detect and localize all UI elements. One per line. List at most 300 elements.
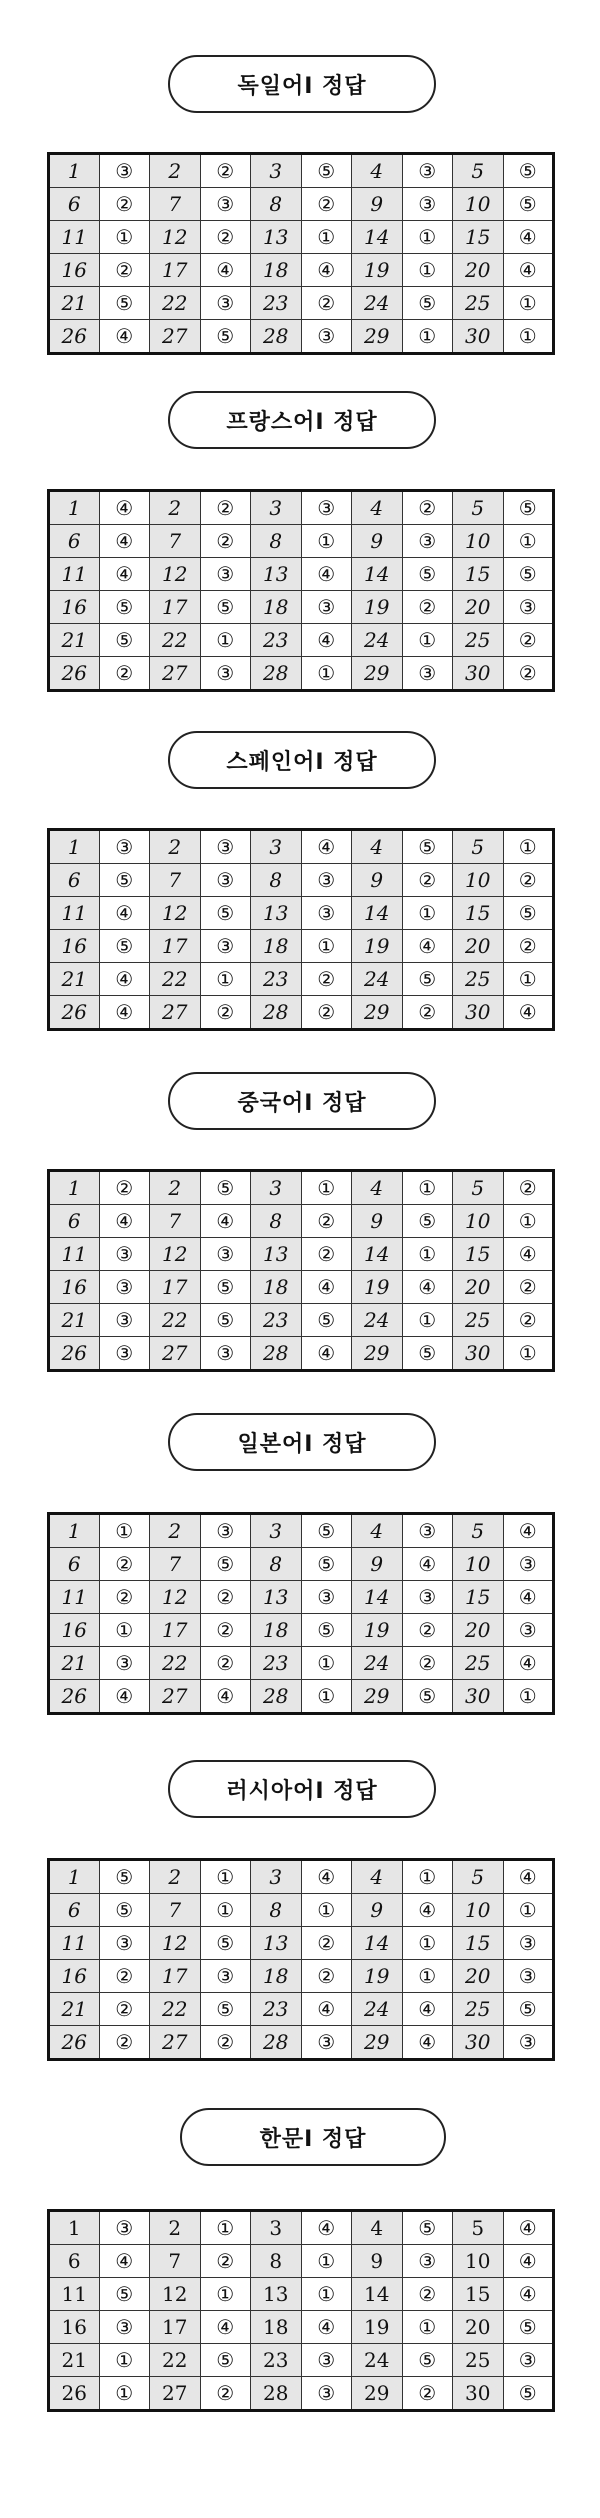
- question-number: 11: [49, 558, 100, 591]
- answer-row: [49, 996, 554, 1030]
- question-number: 27: [150, 2377, 201, 2411]
- question-number: 10: [453, 525, 504, 558]
- question-number: 7: [150, 525, 201, 558]
- answer-choice: ①: [402, 1860, 453, 1894]
- answer-row: [49, 897, 554, 930]
- question-number: 17: [150, 2311, 201, 2344]
- question-number: 20: [453, 254, 504, 287]
- answer-choice: ②: [402, 1614, 453, 1647]
- question-number: 21: [49, 963, 100, 996]
- question-number: 16: [49, 254, 100, 287]
- question-number: 18: [251, 254, 302, 287]
- question-number: 4: [352, 1860, 403, 1894]
- question-number: 10: [453, 864, 504, 897]
- question-number: 20: [453, 591, 504, 624]
- answer-row: [49, 2245, 554, 2278]
- section-title: 일본어Ⅰ 정답: [168, 1413, 436, 1471]
- answer-row: [49, 1894, 554, 1927]
- question-number: 8: [251, 2245, 302, 2278]
- answer-choice: ③: [200, 558, 251, 591]
- answer-choice: ④: [301, 830, 352, 864]
- answer-choice: ③: [99, 2311, 150, 2344]
- question-number: 27: [150, 1337, 201, 1371]
- answer-choice: ④: [402, 1548, 453, 1581]
- answer-choice: ①: [402, 254, 453, 287]
- answer-choice: ①: [99, 1614, 150, 1647]
- question-number: 25: [453, 624, 504, 657]
- answer-table: [47, 828, 555, 1031]
- answer-choice: ③: [200, 657, 251, 691]
- question-number: 22: [150, 1647, 201, 1680]
- answer-row: [49, 963, 554, 996]
- question-number: 9: [352, 1894, 403, 1927]
- question-number: 1: [49, 1860, 100, 1894]
- answer-choice: ①: [301, 1894, 352, 1927]
- answer-row: [49, 1304, 554, 1337]
- question-number: 25: [453, 963, 504, 996]
- question-number: 21: [49, 1304, 100, 1337]
- answer-choice: ②: [99, 1548, 150, 1581]
- answer-choice: ②: [503, 864, 554, 897]
- question-number: 24: [352, 2344, 403, 2377]
- question-number: 28: [251, 657, 302, 691]
- question-number: 11: [49, 221, 100, 254]
- question-number: 27: [150, 996, 201, 1030]
- answer-choice: ④: [301, 1993, 352, 2026]
- question-number: 14: [352, 1927, 403, 1960]
- answer-choice: ②: [503, 1271, 554, 1304]
- answer-choice: ①: [402, 1960, 453, 1993]
- question-number: 6: [49, 864, 100, 897]
- question-number: 11: [49, 1927, 100, 1960]
- answer-choice: ③: [503, 2026, 554, 2060]
- answer-row: [49, 1238, 554, 1271]
- answer-choice: ①: [402, 221, 453, 254]
- question-number: 6: [49, 2245, 100, 2278]
- answer-choice: ⑤: [200, 1927, 251, 1960]
- question-number: 20: [453, 1960, 504, 1993]
- question-number: 26: [49, 657, 100, 691]
- answer-row: [49, 1581, 554, 1614]
- question-number: 19: [352, 591, 403, 624]
- question-number: 16: [49, 1614, 100, 1647]
- answer-choice: ①: [402, 1304, 453, 1337]
- answer-choice: ⑤: [200, 1548, 251, 1581]
- answer-choice: ②: [200, 491, 251, 525]
- answer-row: [49, 1647, 554, 1680]
- answer-choice: ①: [301, 657, 352, 691]
- question-number: 10: [453, 2245, 504, 2278]
- question-number: 18: [251, 930, 302, 963]
- question-number: 12: [150, 558, 201, 591]
- answer-choice: ③: [503, 1548, 554, 1581]
- answer-choice: ②: [301, 287, 352, 320]
- answer-choice: ④: [200, 254, 251, 287]
- question-number: 2: [150, 491, 201, 525]
- question-number: 12: [150, 1927, 201, 1960]
- question-number: 4: [352, 491, 403, 525]
- answer-choice: ①: [200, 2211, 251, 2245]
- question-number: 21: [49, 287, 100, 320]
- answer-choice: ①: [99, 221, 150, 254]
- answer-choice: ③: [402, 1581, 453, 1614]
- answer-choice: ③: [402, 525, 453, 558]
- question-number: 5: [453, 154, 504, 188]
- question-number: 9: [352, 1548, 403, 1581]
- question-number: 4: [352, 1514, 403, 1548]
- question-number: 29: [352, 1337, 403, 1371]
- question-number: 18: [251, 1614, 302, 1647]
- answer-choice: ①: [402, 1927, 453, 1960]
- answer-choice: ④: [402, 1894, 453, 1927]
- answer-choice: ③: [301, 2344, 352, 2377]
- answer-table: [47, 1858, 555, 2061]
- answer-choice: ⑤: [503, 154, 554, 188]
- question-number: 6: [49, 188, 100, 221]
- answer-choice: ③: [301, 864, 352, 897]
- section-title: 중국어Ⅰ 정답: [168, 1072, 436, 1130]
- answer-choice: ④: [503, 996, 554, 1030]
- answer-choice: ①: [301, 1171, 352, 1205]
- answer-table: [47, 2209, 555, 2412]
- question-number: 16: [49, 930, 100, 963]
- answer-choice: ⑤: [503, 897, 554, 930]
- answer-choice: ②: [503, 930, 554, 963]
- answer-choice: ④: [503, 1238, 554, 1271]
- question-number: 27: [150, 2026, 201, 2060]
- answer-choice: ⑤: [402, 963, 453, 996]
- answer-choice: ④: [99, 320, 150, 354]
- answer-choice: ⑤: [99, 2278, 150, 2311]
- answer-choice: ③: [301, 2377, 352, 2411]
- answer-choice: ③: [503, 1960, 554, 1993]
- question-number: 29: [352, 657, 403, 691]
- question-number: 28: [251, 1680, 302, 1714]
- answer-choice: ③: [402, 154, 453, 188]
- question-number: 7: [150, 1548, 201, 1581]
- question-number: 16: [49, 1960, 100, 1993]
- question-number: 5: [453, 2211, 504, 2245]
- answer-choice: ③: [99, 1238, 150, 1271]
- question-number: 14: [352, 1238, 403, 1271]
- answer-choice: ③: [99, 2211, 150, 2245]
- answer-row: [49, 1205, 554, 1238]
- question-number: 5: [453, 830, 504, 864]
- question-number: 8: [251, 525, 302, 558]
- question-number: 24: [352, 963, 403, 996]
- question-number: 18: [251, 1271, 302, 1304]
- answer-choice: ②: [301, 188, 352, 221]
- question-number: 20: [453, 1271, 504, 1304]
- answer-choice: ①: [200, 1860, 251, 1894]
- question-number: 3: [251, 830, 302, 864]
- answer-choice: ⑤: [200, 1993, 251, 2026]
- answer-choice: ④: [301, 1860, 352, 1894]
- answer-choice: ④: [200, 2311, 251, 2344]
- answer-choice: ④: [301, 2311, 352, 2344]
- question-number: 1: [49, 154, 100, 188]
- answer-row: [49, 1680, 554, 1714]
- answer-row: [49, 2278, 554, 2311]
- question-number: 26: [49, 320, 100, 354]
- answer-choice: ③: [200, 188, 251, 221]
- answer-choice: ③: [301, 320, 352, 354]
- question-number: 6: [49, 1205, 100, 1238]
- answer-choice: ①: [402, 624, 453, 657]
- question-number: 3: [251, 154, 302, 188]
- answer-choice: ⑤: [99, 624, 150, 657]
- question-number: 22: [150, 624, 201, 657]
- question-number: 13: [251, 1927, 302, 1960]
- question-number: 24: [352, 287, 403, 320]
- question-number: 17: [150, 254, 201, 287]
- answer-choice: ②: [200, 1647, 251, 1680]
- question-number: 10: [453, 1548, 504, 1581]
- answer-table: [47, 152, 555, 355]
- answer-choice: ④: [301, 2211, 352, 2245]
- section-title: 러시아어Ⅰ 정답: [168, 1760, 436, 1818]
- answer-choice: ①: [503, 525, 554, 558]
- answer-choice: ②: [402, 2377, 453, 2411]
- answer-choice: ⑤: [402, 1205, 453, 1238]
- answer-choice: ⑤: [402, 2211, 453, 2245]
- answer-row: [49, 320, 554, 354]
- question-number: 21: [49, 2344, 100, 2377]
- answer-choice: ①: [200, 2278, 251, 2311]
- answer-choice: ④: [503, 221, 554, 254]
- answer-row: [49, 930, 554, 963]
- answer-choice: ⑤: [503, 2377, 554, 2411]
- question-number: 12: [150, 221, 201, 254]
- question-number: 2: [150, 154, 201, 188]
- question-number: 4: [352, 830, 403, 864]
- answer-choice: ④: [301, 1271, 352, 1304]
- answer-choice: ⑤: [402, 2344, 453, 2377]
- answer-choice: ②: [200, 2026, 251, 2060]
- answer-choice: ②: [99, 1993, 150, 2026]
- question-number: 24: [352, 624, 403, 657]
- answer-choice: ④: [301, 254, 352, 287]
- answer-choice: ⑤: [402, 1680, 453, 1714]
- answer-row: [49, 558, 554, 591]
- question-number: 15: [453, 1927, 504, 1960]
- question-number: 2: [150, 830, 201, 864]
- answer-choice: ③: [200, 930, 251, 963]
- answer-choice: ④: [99, 1205, 150, 1238]
- question-number: 28: [251, 320, 302, 354]
- answer-choice: ③: [99, 1647, 150, 1680]
- answer-choice: ②: [301, 996, 352, 1030]
- answer-choice: ①: [301, 221, 352, 254]
- question-number: 5: [453, 1860, 504, 1894]
- question-number: 28: [251, 2377, 302, 2411]
- answer-choice: ③: [200, 1337, 251, 1371]
- question-number: 11: [49, 1581, 100, 1614]
- question-number: 19: [352, 254, 403, 287]
- question-number: 27: [150, 1680, 201, 1714]
- answer-choice: ②: [402, 591, 453, 624]
- question-number: 20: [453, 930, 504, 963]
- answer-choice: ⑤: [503, 491, 554, 525]
- answer-choice: ③: [503, 591, 554, 624]
- answer-choice: ⑤: [301, 1514, 352, 1548]
- question-number: 15: [453, 1238, 504, 1271]
- answer-choice: ③: [99, 830, 150, 864]
- answer-choice: ①: [402, 1171, 453, 1205]
- answer-choice: ④: [503, 2245, 554, 2278]
- answer-choice: ②: [402, 996, 453, 1030]
- question-number: 19: [352, 1960, 403, 1993]
- answer-choice: ②: [200, 221, 251, 254]
- answer-choice: ②: [200, 2245, 251, 2278]
- answer-choice: ④: [99, 525, 150, 558]
- answer-choice: ②: [503, 1304, 554, 1337]
- question-number: 26: [49, 2026, 100, 2060]
- answer-choice: ④: [503, 2211, 554, 2245]
- answer-choice: ④: [503, 1860, 554, 1894]
- answer-choice: ⑤: [99, 864, 150, 897]
- question-number: 9: [352, 2245, 403, 2278]
- answer-choice: ①: [200, 1894, 251, 1927]
- answer-row: [49, 591, 554, 624]
- question-number: 14: [352, 897, 403, 930]
- answer-choice: ①: [301, 930, 352, 963]
- question-number: 20: [453, 2311, 504, 2344]
- question-number: 6: [49, 1548, 100, 1581]
- answer-choice: ⑤: [301, 1548, 352, 1581]
- answer-choice: ⑤: [99, 591, 150, 624]
- question-number: 16: [49, 2311, 100, 2344]
- answer-choice: ③: [200, 830, 251, 864]
- answer-choice: ①: [503, 1205, 554, 1238]
- question-number: 22: [150, 963, 201, 996]
- answer-choice: ①: [503, 963, 554, 996]
- question-number: 9: [352, 864, 403, 897]
- answer-row: [49, 2311, 554, 2344]
- question-number: 14: [352, 2278, 403, 2311]
- question-number: 12: [150, 897, 201, 930]
- question-number: 24: [352, 1647, 403, 1680]
- answer-choice: ②: [301, 1238, 352, 1271]
- answer-row: [49, 830, 554, 864]
- question-number: 3: [251, 1514, 302, 1548]
- question-number: 30: [453, 657, 504, 691]
- answer-choice: ③: [200, 864, 251, 897]
- question-number: 23: [251, 963, 302, 996]
- answer-choice: ④: [200, 1205, 251, 1238]
- question-number: 21: [49, 1993, 100, 2026]
- question-number: 9: [352, 1205, 403, 1238]
- answer-row: [49, 1860, 554, 1894]
- question-number: 17: [150, 930, 201, 963]
- answer-row: [49, 1614, 554, 1647]
- answer-choice: ④: [301, 1337, 352, 1371]
- section-title: 프랑스어Ⅰ 정답: [168, 391, 436, 449]
- answer-row: [49, 1993, 554, 2026]
- answer-choice: ③: [200, 1960, 251, 1993]
- question-number: 10: [453, 1205, 504, 1238]
- answer-choice: ④: [503, 2278, 554, 2311]
- answer-choice: ④: [503, 1581, 554, 1614]
- question-number: 28: [251, 2026, 302, 2060]
- question-number: 15: [453, 897, 504, 930]
- question-number: 3: [251, 491, 302, 525]
- question-number: 5: [453, 1171, 504, 1205]
- question-number: 18: [251, 591, 302, 624]
- question-number: 2: [150, 2211, 201, 2245]
- question-number: 4: [352, 154, 403, 188]
- question-number: 11: [49, 1238, 100, 1271]
- answer-row: [49, 1960, 554, 1993]
- question-number: 19: [352, 930, 403, 963]
- question-number: 1: [49, 1514, 100, 1548]
- answer-choice: ②: [503, 1171, 554, 1205]
- question-number: 1: [49, 2211, 100, 2245]
- answer-choice: ③: [99, 1304, 150, 1337]
- answer-choice: ④: [99, 558, 150, 591]
- question-number: 15: [453, 2278, 504, 2311]
- question-number: 1: [49, 491, 100, 525]
- answer-table: [47, 489, 555, 692]
- question-number: 30: [453, 320, 504, 354]
- answer-choice: ①: [402, 2311, 453, 2344]
- question-number: 8: [251, 188, 302, 221]
- answer-choice: ④: [402, 1993, 453, 2026]
- answer-choice: ⑤: [402, 287, 453, 320]
- answer-row: [49, 287, 554, 320]
- answer-choice: ①: [503, 287, 554, 320]
- answer-choice: ③: [301, 1581, 352, 1614]
- question-number: 29: [352, 2377, 403, 2411]
- question-number: 13: [251, 1581, 302, 1614]
- answer-choice: ②: [200, 525, 251, 558]
- question-number: 3: [251, 1171, 302, 1205]
- answer-choice: ⑤: [99, 287, 150, 320]
- answer-choice: ⑤: [402, 830, 453, 864]
- question-number: 11: [49, 897, 100, 930]
- answer-choice: ⑤: [301, 1614, 352, 1647]
- answer-row: [49, 1927, 554, 1960]
- answer-choice: ①: [200, 624, 251, 657]
- answer-choice: ③: [402, 2245, 453, 2278]
- question-number: 18: [251, 2311, 302, 2344]
- answer-choice: ④: [503, 1514, 554, 1548]
- answer-choice: ②: [301, 963, 352, 996]
- answer-choice: ②: [301, 1205, 352, 1238]
- answer-row: [49, 657, 554, 691]
- question-number: 30: [453, 996, 504, 1030]
- question-number: 13: [251, 897, 302, 930]
- question-number: 14: [352, 1581, 403, 1614]
- question-number: 12: [150, 1581, 201, 1614]
- answer-choice: ⑤: [402, 558, 453, 591]
- answer-row: [49, 624, 554, 657]
- question-number: 4: [352, 1171, 403, 1205]
- answer-choice: ②: [200, 154, 251, 188]
- answer-choice: ①: [301, 525, 352, 558]
- question-number: 5: [453, 1514, 504, 1548]
- answer-choice: ①: [402, 320, 453, 354]
- question-number: 4: [352, 2211, 403, 2245]
- question-number: 20: [453, 1614, 504, 1647]
- answer-choice: ④: [99, 996, 150, 1030]
- answer-choice: ①: [301, 1647, 352, 1680]
- section-title: 스페인어Ⅰ 정답: [168, 731, 436, 789]
- answer-choice: ④: [99, 491, 150, 525]
- question-number: 18: [251, 1960, 302, 1993]
- answer-choice: ④: [99, 1680, 150, 1714]
- question-number: 16: [49, 591, 100, 624]
